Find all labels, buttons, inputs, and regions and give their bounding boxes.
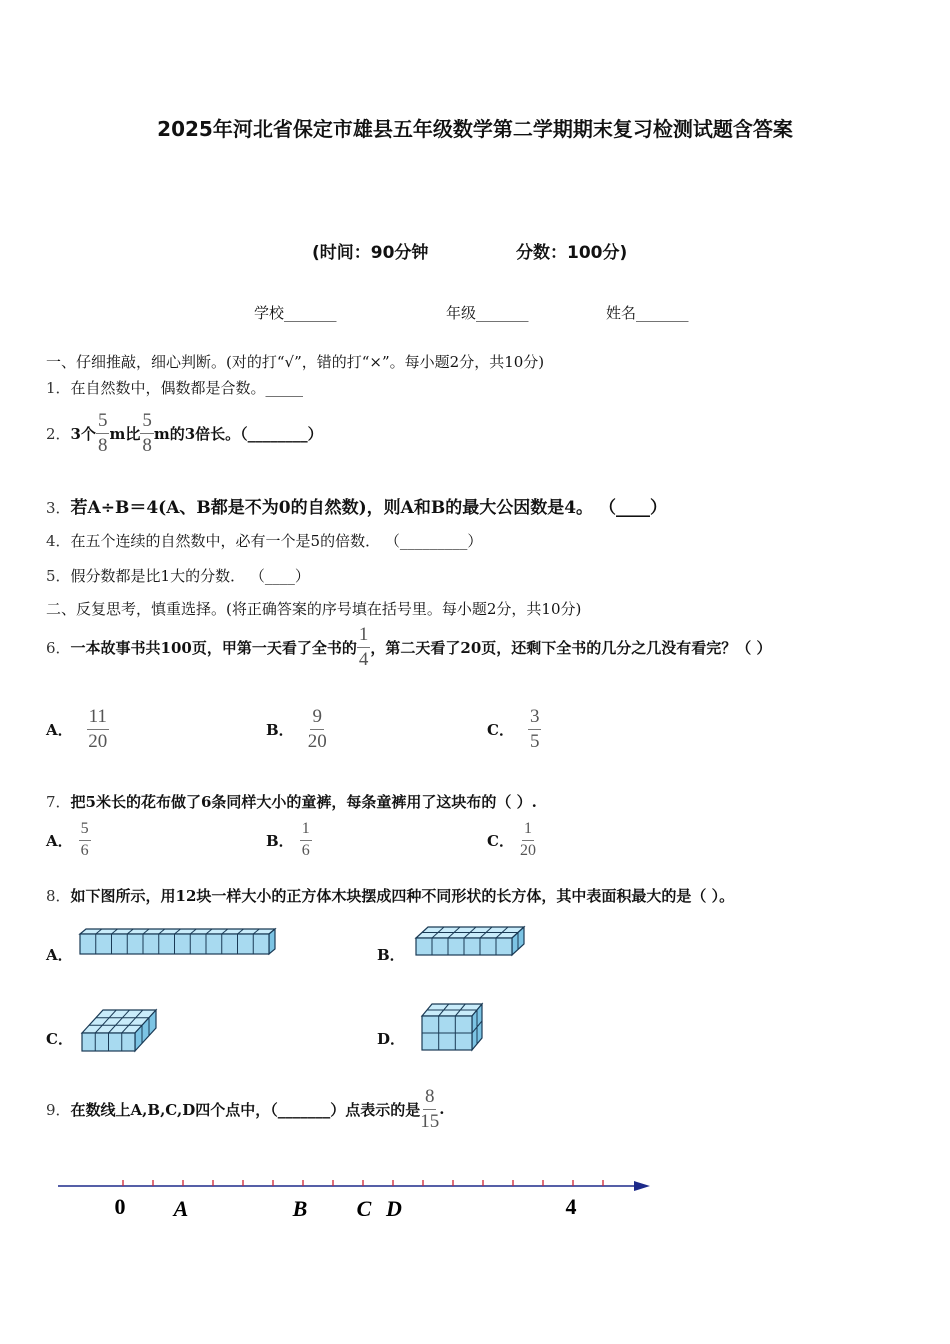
q7-option-c-denominator: 20 (519, 841, 536, 859)
q6-option-a[interactable] (46, 704, 109, 754)
q8-option-a-blocks[interactable] (76, 926, 282, 958)
q6-option-a-numerator: 11 (87, 707, 109, 730)
q2-f2-numerator: 5 (140, 411, 154, 434)
question-4 (46, 530, 482, 551)
q7-option-c-label: C． (487, 831, 514, 850)
q8-option-d-label[interactable]: D． (377, 1030, 406, 1048)
question-9 (46, 1084, 444, 1134)
q8-option-c-blocks[interactable] (78, 1006, 162, 1054)
question-7 (46, 791, 537, 812)
q7-option-b-denominator: 6 (301, 841, 310, 859)
q6-denominator: 4 (358, 648, 369, 670)
section1-heading: 一、仔细推敲，细心判断。(对的打“√”，错的打“×”。每小题2分，共10分) (46, 353, 545, 371)
q9-part2: . (439, 1100, 445, 1118)
name-field[interactable]: 姓名_______ (606, 304, 689, 322)
number-line-ticks (123, 1180, 603, 1186)
q8-number: 8． (46, 887, 71, 905)
q7-option-b-numerator: 1 (300, 821, 312, 841)
number-line-point-a: A (173, 1196, 189, 1221)
q7-option-b[interactable] (266, 818, 312, 862)
number-line-label-4: 4 (565, 1194, 577, 1219)
q5-number: 5． (46, 567, 71, 585)
q7-option-c-numerator: 1 (522, 821, 534, 841)
q7-option-c-fraction (520, 821, 536, 860)
q2-part3: m的3倍长。（________） (153, 424, 323, 443)
section2-heading: 二、反复思考，慎重选择。(将正确答案的序号填在括号里。每小题2分，共10分) (46, 600, 582, 618)
q4-text: 在五个连续的自然数中，必有一个是5的倍数． （_________） (70, 532, 483, 550)
q7-option-a-fraction (79, 821, 91, 860)
q1-text: 在自然数中，偶数都是合数。_____ (70, 379, 304, 397)
question-1 (46, 377, 303, 398)
q6-part1: 一本故事书共100页，甲第一天看了全书的 (70, 638, 357, 657)
q6-option-a-denominator: 20 (88, 730, 108, 752)
q2-part2: m比 (109, 424, 141, 443)
q9-number: 9． (46, 1100, 71, 1119)
q6-part2: ，第二天看了20页，还剩下全书的几分之几没有看完？（ ） (370, 638, 772, 657)
grade-field[interactable]: 年级_______ (446, 304, 529, 322)
q2-fraction-1 (96, 411, 110, 456)
q2-fraction-2 (140, 411, 154, 456)
q6-option-b[interactable] (266, 704, 327, 754)
number-line-point-c: C (356, 1196, 372, 1221)
q6-option-c[interactable] (487, 704, 541, 754)
q2-number: 2． (46, 424, 71, 443)
q6-fraction (357, 625, 371, 670)
q7-option-c[interactable] (487, 818, 536, 862)
q3-text: 若A÷B＝4(A、B都是不为0的自然数)，则A和B的最大公因数是4。 （____） (70, 498, 667, 518)
school-field[interactable]: 学校_______ (254, 304, 337, 322)
number-line-arrow (634, 1181, 650, 1191)
number-line-point-d: D (386, 1196, 402, 1221)
q6-option-c-fraction (528, 707, 542, 752)
q8-option-a-label[interactable]: A． (46, 946, 73, 964)
exam-score: 分数：100分) (516, 243, 628, 263)
q7-option-a-denominator: 6 (80, 841, 89, 859)
question-8 (46, 885, 734, 906)
q6-option-a-label: A． (46, 720, 73, 739)
q6-option-b-label: B． (266, 720, 294, 739)
q7-option-a[interactable] (46, 818, 91, 862)
q5-text: 假分数都是比1大的分数． （____） (70, 567, 310, 585)
q4-number: 4． (46, 532, 71, 550)
q8-option-b-blocks[interactable] (412, 924, 528, 960)
q6-option-c-label: C． (487, 720, 514, 739)
q9-part1: 在数线上A,B,C,D四个点中，（_______）点表示的是 (70, 1100, 421, 1119)
q7-number: 7． (46, 793, 71, 811)
q8-option-d-blocks[interactable] (418, 1000, 488, 1054)
q6-option-b-numerator: 9 (310, 707, 324, 730)
q6-number: 6． (46, 638, 71, 657)
q9-denominator: 15 (420, 1110, 440, 1132)
page-title: 2025年河北省保定市雄县五年级数学第二学期期末复习检测试题含答案 (157, 117, 793, 141)
q9-numerator: 8 (423, 1087, 437, 1110)
q7-option-b-fraction (300, 821, 312, 860)
question-5 (46, 565, 310, 586)
q2-part1: 3个 (70, 424, 96, 443)
number-line-point-b: B (292, 1196, 308, 1221)
q6-option-b-fraction (308, 707, 327, 752)
exam-time: (时间：90分钟 (312, 243, 429, 263)
number-line-label-0: 0 (114, 1194, 126, 1219)
q7-option-a-label: A． (46, 831, 73, 850)
q2-f2-denominator: 8 (142, 434, 152, 456)
q6-option-b-denominator: 20 (307, 730, 327, 752)
question-6 (46, 622, 771, 672)
question-2 (46, 408, 323, 458)
q1-number: 1． (46, 379, 71, 397)
q7-text: 把5米长的花布做了6条同样大小的童裤，每条童裤用了这块布的（ ）. (70, 793, 537, 811)
q6-numerator: 1 (357, 625, 371, 648)
q8-option-b-label[interactable]: B． (377, 946, 405, 964)
q8-text: 如下图所示，用12块一样大小的正方体木块摆成四种不同形状的长方体，其中表面积最大的是（ ）。 (70, 887, 735, 905)
q6-option-c-numerator: 3 (528, 707, 542, 730)
q6-option-c-denominator: 5 (529, 730, 540, 752)
q7-option-b-label: B． (266, 831, 294, 850)
q3-number: 3． (46, 499, 71, 517)
q2-f1-numerator: 5 (96, 411, 110, 434)
number-line (50, 1168, 660, 1228)
question-3 (46, 493, 667, 518)
q2-f1-denominator: 8 (97, 434, 108, 456)
q8-option-c-label[interactable]: C． (46, 1030, 73, 1048)
q7-option-a-numerator: 5 (79, 821, 91, 841)
q9-fraction (420, 1087, 439, 1132)
q6-option-a-fraction (87, 707, 109, 752)
